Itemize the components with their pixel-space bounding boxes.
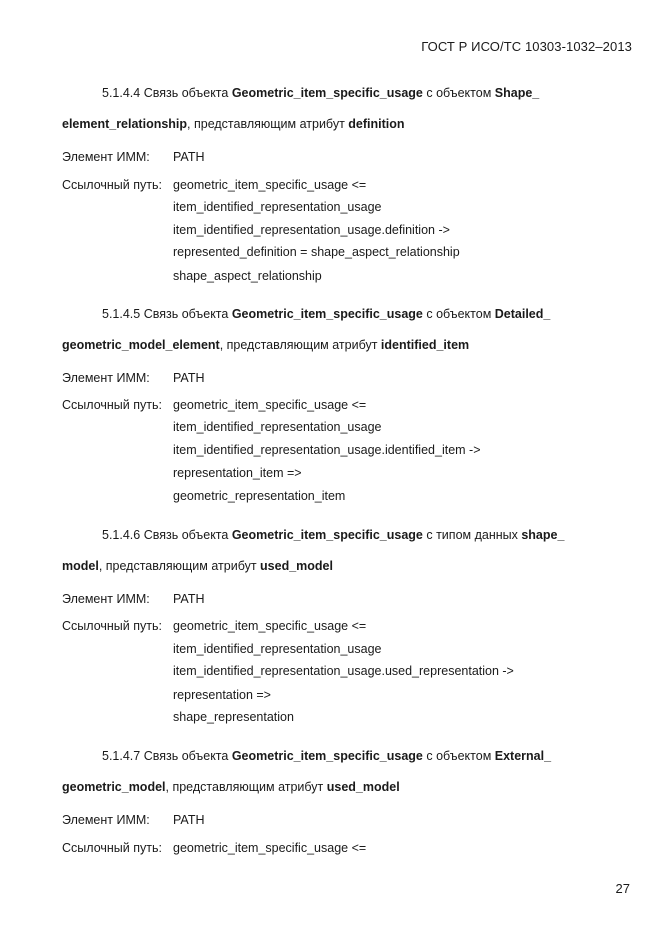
element-row: Элемент ИММ: PATH [62,813,205,827]
path-line: item_identified_representation_usage.identified_item -> [173,443,481,457]
section-heading-line1: 5.1.4.7 Связь объекта Geometric_item_specific_usage с объектом External_ [102,749,552,763]
refpath-label: Ссылочный путь: [62,398,162,412]
path-line: geometric_item_specific_usage <= [173,619,367,633]
refpath-label: Ссылочный путь: [62,619,162,633]
element-row: Элемент ИММ: PATH [62,371,205,385]
path-line: represented_definition = shape_aspect_relationship [173,245,460,259]
section-heading-line2: geometric_model_element, представляющим атрибут identified_item [62,338,470,352]
path-line: item_identified_representation_usage.used_representation -> [173,664,514,678]
section-heading-line1: 5.1.4.5 Связь объекта Geometric_item_specific_usage с объектом Detailed_ [102,307,551,321]
path-line: representation_item => [173,466,302,480]
path-line: item_identified_representation_usage.definition -> [173,223,450,237]
page-number: 27 [615,881,630,896]
path-line: item_identified_representation_usage [173,420,382,434]
path-line: shape_representation [173,710,294,724]
path-line: item_identified_representation_usage [173,642,382,656]
section-heading-line2: model, представляющим атрибут used_model [62,559,333,573]
path-line: geometric_item_specific_usage <= [173,178,367,192]
path-line: shape_aspect_relationship [173,269,322,283]
section-heading-line1: 5.1.4.4 Связь объекта Geometric_item_specific_usage с объектом Shape_ [102,86,540,100]
refpath-label: Ссылочный путь: [62,841,162,855]
section-heading-line2: geometric_model, представляющим атрибут used_model [62,780,400,794]
section-heading-line1: 5.1.4.6 Связь объекта Geometric_item_specific_usage с типом данных shape_ [102,528,565,542]
path-line: item_identified_representation_usage [173,200,382,214]
element-row: Элемент ИММ: PATH [62,150,205,164]
refpath-label: Ссылочный путь: [62,178,162,192]
path-line: geometric_representation_item [173,489,346,503]
section-heading-line2: element_relationship, представляющим атрибут definition [62,117,405,131]
document-header: ГОСТ Р ИСО/ТС 10303-1032–2013 [421,39,632,54]
path-line: representation => [173,688,271,702]
path-line: geometric_item_specific_usage <= [173,841,367,855]
path-line: geometric_item_specific_usage <= [173,398,367,412]
element-row: Элемент ИММ: PATH [62,592,205,606]
